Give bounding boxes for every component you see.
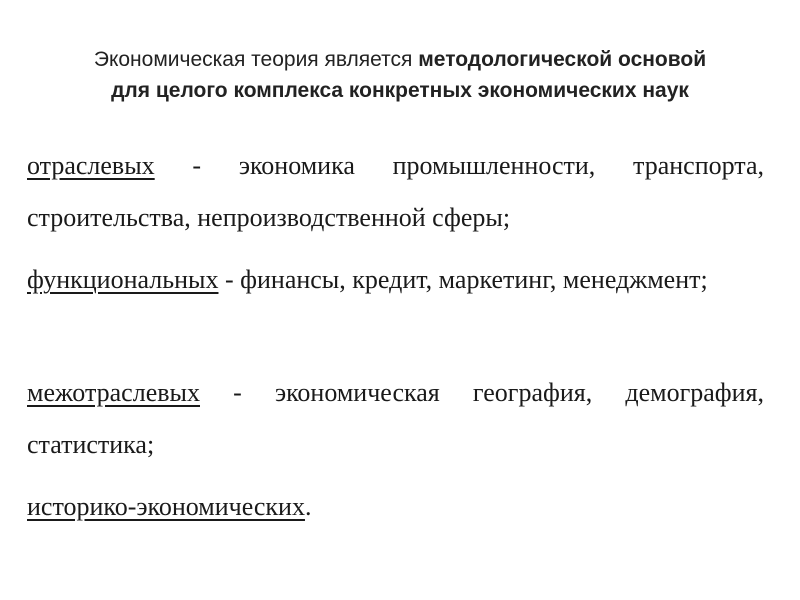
title-text-normal: Экономическая теория является [93,48,419,71]
item-description: - экономика промышленности, транспорта, строительства, непроизводственной сферы; [27,151,764,232]
list-item-sectoral [27,140,764,244]
item-description: . [304,492,312,521]
list-item-intersectoral [27,367,764,471]
item-term: функциональных [27,265,219,294]
item-term: отраслевых [27,151,155,180]
title-text-line2: для целого комплекса конкретных экономических наук [111,79,689,102]
list-item-functional [27,254,764,306]
item-term: историко-экономических [27,492,305,521]
title-text-bold: методологической основой [418,48,707,71]
item-description: - экономическая география, демография, статистика; [27,378,764,459]
item-description: - финансы, кредит, маркетинг, менеджмент; [218,265,708,294]
list-item-historical [27,481,764,533]
slide-title [20,44,780,106]
item-term: межотраслевых [27,378,200,407]
